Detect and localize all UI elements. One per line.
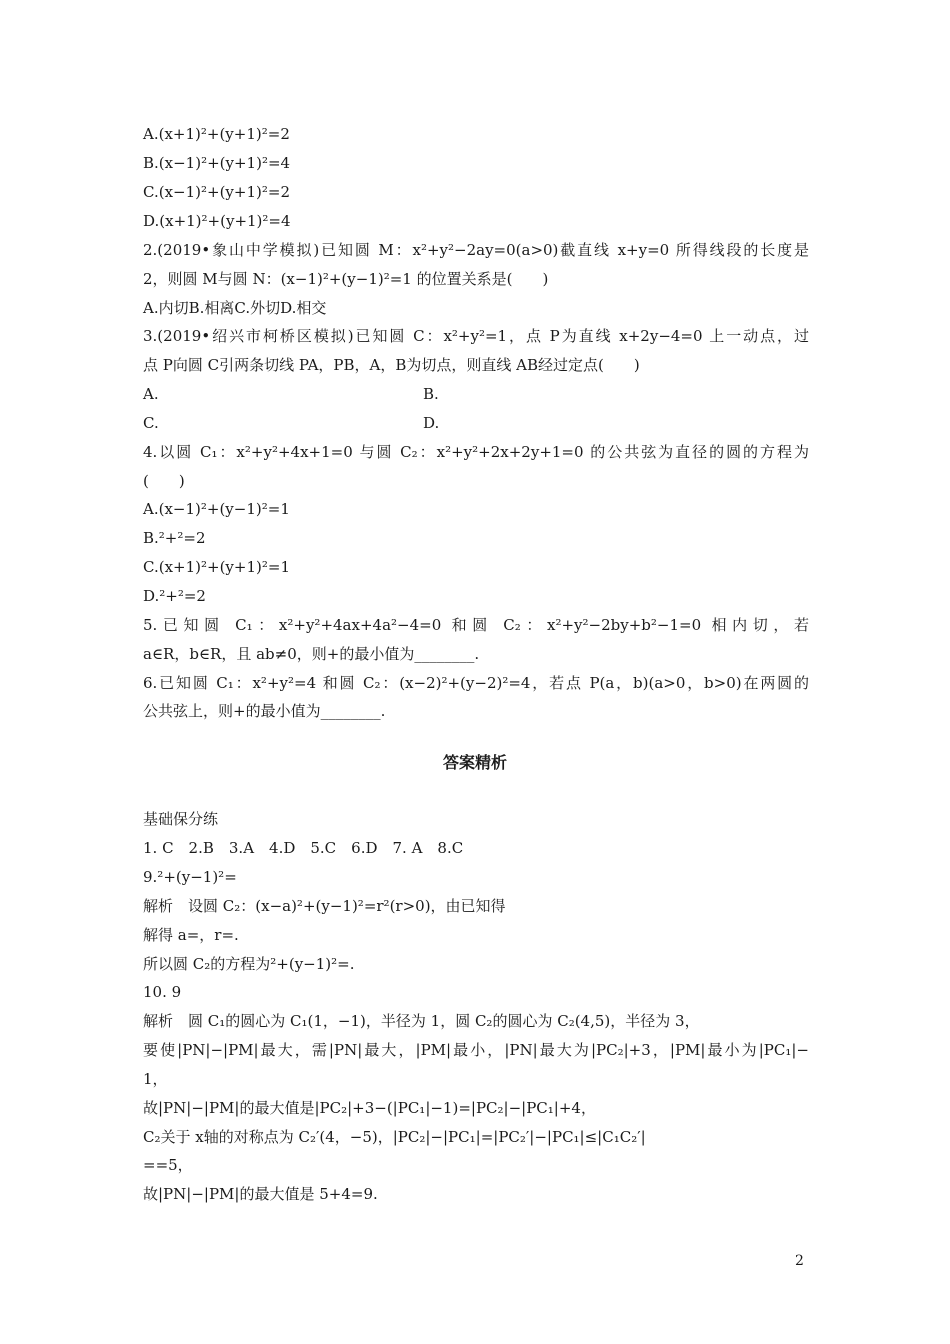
answer-9-analysis-2: 解得 a=，r=. <box>143 926 239 944</box>
option-b: B.(x−1)²+(y+1)²=4 <box>143 154 291 172</box>
question-3-option-b: B. <box>423 385 439 403</box>
answer-10-analysis-2: 要使|PN|−|PM|最大，需|PN|最大，|PM|最小，|PN|最大为|PC₂|+3，|PM|最小为|PC₁|− <box>143 1041 809 1059</box>
question-4-line-2: ( ) <box>143 472 185 490</box>
question-3-line-2: 点 P向圆 C引两条切线 PA，PB，A，B为切点，则直线 AB经过定点( ) <box>143 356 640 374</box>
question-6-line-2: 公共弦上，则+的最小值为________. <box>143 702 386 720</box>
question-3-line-1: 3.(2019•绍兴市柯桥区模拟)已知圆 C：x²+y²=1，点 P为直线 x+2y−4=0 上一动点，过 <box>143 327 809 345</box>
answer-10-analysis-3: 1， <box>143 1070 168 1088</box>
answer-9-analysis-3: 所以圆 C₂的方程为²+(y−1)²=. <box>143 955 355 973</box>
question-2-line-1: 2.(2019•象山中学模拟)已知圆 M：x²+y²−2ay=0(a>0)截直线 x+y=0 所得线段的长度是 <box>143 241 809 259</box>
question-3-option-c: C. <box>143 414 159 432</box>
question-4-option-a: A.(x−1)²+(y−1)²=1 <box>143 500 290 518</box>
question-3-option-a: A. <box>143 385 159 403</box>
answer-10-analysis-7: 故|PN|−|PM|的最大值是 5+4=9. <box>143 1185 378 1203</box>
option-a: A.(x+1)²+(y+1)²=2 <box>143 125 290 143</box>
answers-1-8: 1. C 2.B 3.A 4.D 5.C 6.D 7. A 8.C <box>143 839 464 857</box>
page-number: 2 <box>795 1253 804 1269</box>
question-3-option-d: D. <box>423 414 440 432</box>
answer-10: 10. 9 <box>143 983 182 1001</box>
question-4-option-d: D.²+²=2 <box>143 587 206 605</box>
option-c: C.(x−1)²+(y+1)²=2 <box>143 183 290 201</box>
answer-10-analysis-1: 解析 圆 C₁的圆心为 C₁(1，−1)，半径为 1，圆 C₂的圆心为 C₂(4,5)，半径为 3， <box>143 1012 700 1030</box>
question-5-line-2: a∈R，b∈R，且 ab≠0，则+的最小值为________. <box>143 645 480 663</box>
answer-10-analysis-5: C₂关于 x轴的对称点为 C₂′(4，−5)，|PC₂|−|PC₁|=|PC₂′|−|PC₁|≤|C₁C₂′| <box>143 1128 646 1146</box>
question-4-line-1: 4.以圆 C₁：x²+y²+4x+1=0 与圆 C₂：x²+y²+2x+2y+1=0 的公共弦为直径的圆的方程为 <box>143 443 809 461</box>
answer-10-analysis-6: ==5， <box>143 1156 193 1174</box>
question-5-line-1: 5.已知圆 C₁：x²+y²+4ax+4a²−4=0 和圆 C₂：x²+y²−2by+b²−1=0 相内切，若 <box>143 616 809 634</box>
question-4-option-c: C.(x+1)²+(y+1)²=1 <box>143 558 290 576</box>
question-4-option-b: B.²+²=2 <box>143 529 206 547</box>
section-label: 基础保分练 <box>143 810 219 828</box>
answer-10-analysis-4: 故|PN|−|PM|的最大值是|PC₂|+3−(|PC₁|−1)=|PC₂|−|PC₁|+4， <box>143 1099 596 1117</box>
question-6-line-1: 6.已知圆 C₁：x²+y²=4 和圆 C₂：(x−2)²+(y−2)²=4，若点 P(a，b)(a>0，b>0)在两圆的 <box>143 674 809 692</box>
answer-heading: 答案精析 <box>442 753 507 772</box>
question-2-line-2: 2，则圆 M与圆 N：(x−1)²+(y−1)²=1 的位置关系是( ) <box>143 270 549 288</box>
answer-9: 9.²+(y−1)²= <box>143 868 237 886</box>
option-d: D.(x+1)²+(y+1)²=4 <box>143 212 291 230</box>
answer-9-analysis-1: 解析 设圆 C₂：(x−a)²+(y−1)²=r²(r>0)，由已知得 <box>143 897 506 915</box>
question-2-options: A.内切B.相离C.外切D.相交 <box>143 299 327 317</box>
